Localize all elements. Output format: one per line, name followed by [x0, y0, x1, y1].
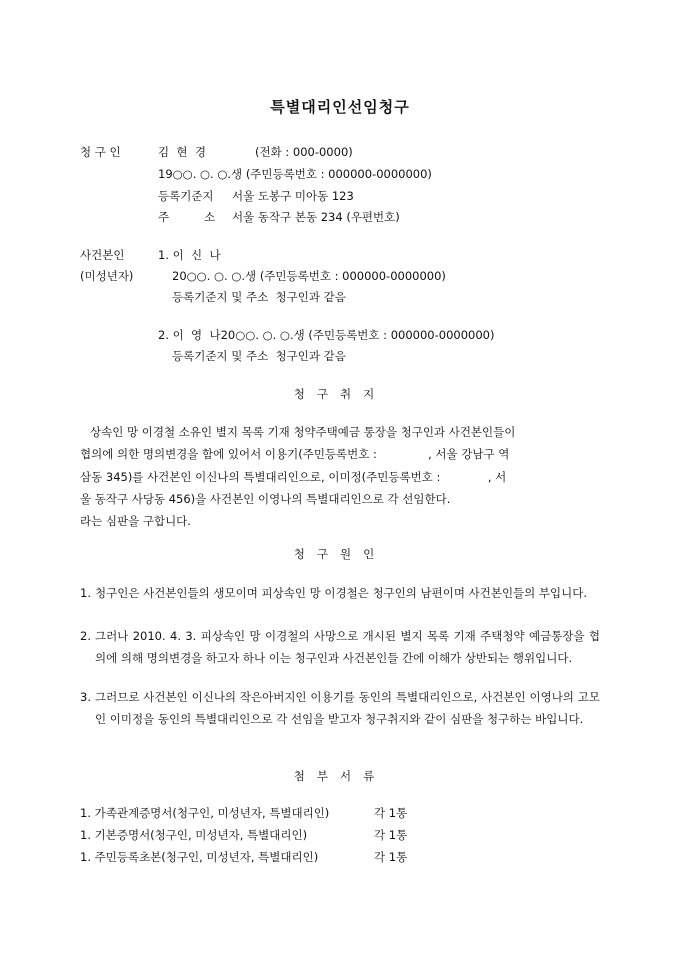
cause-item: [80, 687, 600, 730]
cause-item-text: 그러므로 사건본인 이신나의 작은아버지인 이용기를 동인의 특별대리인으로, 사건본인 이영나의 고모인 이미정을 동인의 특별대리인으로 각 선임을 받고자 청구취지와 같이 심판을 청구하는 바입니다.: [95, 690, 600, 726]
principal-1-name: 1. 이 신 나: [158, 248, 221, 262]
cause-item: [80, 626, 600, 669]
attachment-item: 1. 주민등록초본(청구인, 미성년자, 특별대리인): [80, 850, 319, 864]
purpose-line-2: 협의에 의한 명의변경을 함에 있어서 이용기(주민등록번호 : , 서울 강남구 역: [80, 447, 510, 461]
principals-label: 사건본인: [80, 248, 125, 262]
cause-item-text: 그러나 2010. 4. 3. 피상속인 망 이경철의 사망으로 개시된 별지 목록 기재 주택청약 예금통장을 협의에 의해 명의변경을 하고자 하나 이는 청구인과 사건본인들 간에 이해가 상반되는 행위입니다.: [95, 629, 600, 665]
attachment-item: 1. 가족관계증명서(청구인, 미성년자, 특별대리인): [80, 806, 330, 820]
claimant-address-label-1: 주: [158, 210, 170, 224]
claimant-registry: 서울 도봉구 미아동 123: [232, 189, 354, 203]
purpose-heading: 청구취지: [293, 387, 387, 401]
principal-1-birth: 20○○. ○. ○.생 (주민등록번호 : 000000-0000000): [172, 269, 446, 283]
cause-item-number: 3.: [80, 690, 91, 704]
cause-heading: 청구원인: [293, 547, 387, 561]
attachment-item: 1. 기본증명서(청구인, 미성년자, 특별대리인): [80, 828, 308, 842]
claimant-label: 청 구 인: [80, 145, 121, 159]
attachments-heading: 첨부서류: [293, 769, 387, 783]
claimant-name: 김 현 경: [158, 145, 206, 159]
attachment-qty: 각 1통: [374, 806, 408, 820]
claimant-phone: (전화 : 000-0000): [255, 145, 353, 159]
cause-item: [80, 583, 600, 605]
claimant-registry-label: 등록기준지: [158, 189, 214, 203]
purpose-line-3: 삼동 345)를 사건본인 이신나의 특별대리인으로, 이미정(주민등록번호 : , 서: [80, 470, 507, 484]
claimant-address: 서울 동작구 본동 234 (우편번호): [232, 210, 400, 224]
principals-sublabel: (미성년자): [80, 269, 134, 283]
principal-1-registry: 등록기준지 및 주소 청구인과 같음: [172, 290, 346, 304]
cause-item-number: 2.: [80, 629, 91, 643]
principal-2-line: 2. 이 영 나20○○. ○. ○.생 (주민등록번호 : 000000-0000000): [158, 328, 495, 342]
attachment-qty: 각 1통: [374, 850, 408, 864]
cause-item-number: 1.: [80, 586, 91, 600]
document-title: 특별대리인선임청구: [270, 98, 410, 116]
claimant-address-label-2: 소: [204, 210, 216, 224]
cause-item-text: 청구인은 사건본인들의 생모이며 피상속인 망 이경철은 청구인의 남편이며 사건본인들의 부입니다.: [95, 586, 588, 600]
principal-2-registry: 등록기준지 및 주소 청구인과 같음: [172, 349, 346, 363]
attachment-qty: 각 1통: [374, 828, 408, 842]
purpose-line-4: 울 동작구 사당동 456)을 사건본인 이영나의 특별대리인으로 각 선임한다.: [80, 492, 451, 506]
purpose-line-1: 상속인 망 이경철 소유인 별지 목록 기재 청약주택예금 통장을 청구인과 사건본인들이: [90, 425, 516, 439]
claimant-birth: 19○○. ○. ○.생 (주민등록번호 : 000000-0000000): [158, 167, 432, 181]
purpose-line-5: 라는 심판을 구합니다.: [80, 514, 191, 528]
